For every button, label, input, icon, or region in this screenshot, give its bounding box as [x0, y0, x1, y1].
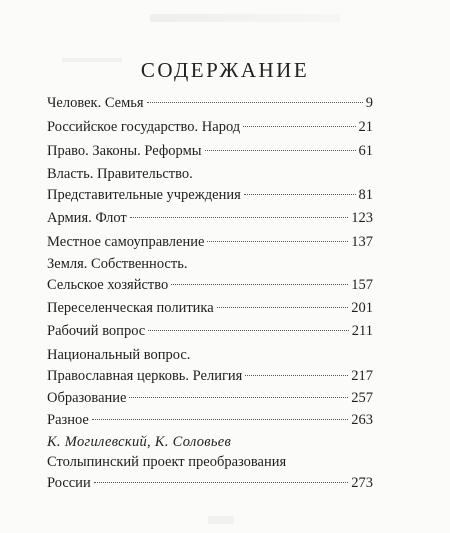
toc-entry-line: Власть. Правительство. [47, 166, 193, 182]
toc-page-number: 263 [351, 412, 373, 428]
toc-entry-author: К. Могилевский, К. Соловьев [47, 434, 232, 450]
toc-page-number: 61 [358, 143, 373, 159]
toc-entry-row [47, 409, 373, 431]
leader-dots [243, 126, 355, 127]
toc-entry-title: Переселенческая политика [47, 300, 214, 316]
toc-entry-row [47, 184, 373, 206]
toc-entry-row [47, 472, 373, 494]
table-of-contents [47, 92, 373, 494]
toc-entry-line: Национальный вопрос. [47, 347, 191, 363]
leader-dots [207, 241, 348, 242]
toc-entry[interactable] [47, 92, 373, 114]
leader-dots [94, 482, 349, 483]
toc-entry-title: Рабочий вопрос [47, 323, 146, 339]
toc-entry-title: Человек. Семья [47, 95, 144, 111]
toc-page-number: 257 [351, 390, 373, 406]
toc-entry[interactable] [47, 432, 373, 494]
leader-dots [148, 330, 349, 331]
toc-entry-title: Разное [47, 412, 89, 428]
toc-entry-title: Представительные учреждения [47, 187, 241, 203]
toc-entry[interactable] [47, 345, 373, 387]
toc-entry-row [47, 274, 373, 296]
leader-dots [129, 397, 348, 398]
toc-entry-row [47, 320, 373, 342]
toc-page-number: 81 [358, 187, 373, 203]
toc-entry-title: Армия. Флот [47, 210, 127, 226]
toc-entry[interactable] [47, 231, 373, 253]
toc-page-number: 157 [351, 277, 373, 293]
leader-dots [92, 419, 348, 420]
toc-entry-row [47, 92, 373, 114]
toc-entry[interactable] [47, 116, 373, 138]
toc-entry-row [47, 116, 373, 138]
leader-dots [171, 284, 348, 285]
toc-entry[interactable] [47, 409, 373, 431]
toc-entry-row [47, 387, 373, 409]
toc-entry-title: Православная церковь. Религия [47, 368, 243, 384]
toc-entry[interactable] [47, 140, 373, 162]
toc-entry-row [47, 365, 373, 387]
toc-page-number: 21 [358, 119, 373, 135]
toc-page-number: 217 [351, 368, 373, 384]
leader-dots [217, 307, 349, 308]
toc-entry-title: Право. Законы. Реформы [47, 143, 202, 159]
leader-dots [244, 194, 356, 195]
toc-page-number: 201 [351, 300, 373, 316]
toc-entry-row [47, 207, 373, 229]
toc-entry[interactable] [47, 254, 373, 296]
toc-entry-row [47, 140, 373, 162]
toc-entry-row [47, 231, 373, 253]
leader-dots [205, 150, 356, 151]
bleed-through-footer [208, 516, 234, 524]
toc-entry-title: Образование [47, 390, 127, 406]
toc-entry-title: России [47, 475, 91, 491]
leader-dots [130, 217, 349, 218]
leader-dots [147, 102, 363, 103]
toc-page-number: 123 [351, 210, 373, 226]
toc-entry-title: Местное самоуправление [47, 234, 205, 250]
bleed-through-header [150, 14, 340, 22]
toc-entry[interactable] [47, 387, 373, 409]
toc-page-number: 273 [351, 475, 373, 491]
toc-entry[interactable] [47, 164, 373, 206]
toc-entry[interactable] [47, 297, 373, 319]
toc-entry-title: Сельское хозяйство [47, 277, 169, 293]
toc-page-number: 211 [351, 323, 373, 339]
toc-page-number: 137 [351, 234, 373, 250]
toc-entry-row [47, 297, 373, 319]
toc-entry[interactable] [47, 320, 373, 342]
toc-entry-line: Столыпинский проект преобразования [47, 454, 287, 470]
toc-entry-line: Земля. Собственность. [47, 256, 188, 272]
toc-page-number: 9 [365, 95, 373, 111]
leader-dots [245, 375, 348, 376]
toc-entry-title: Российское государство. Народ [47, 119, 241, 135]
contents-title: СОДЕРЖАНИЕ [140, 58, 310, 82]
toc-entry[interactable] [47, 207, 373, 229]
